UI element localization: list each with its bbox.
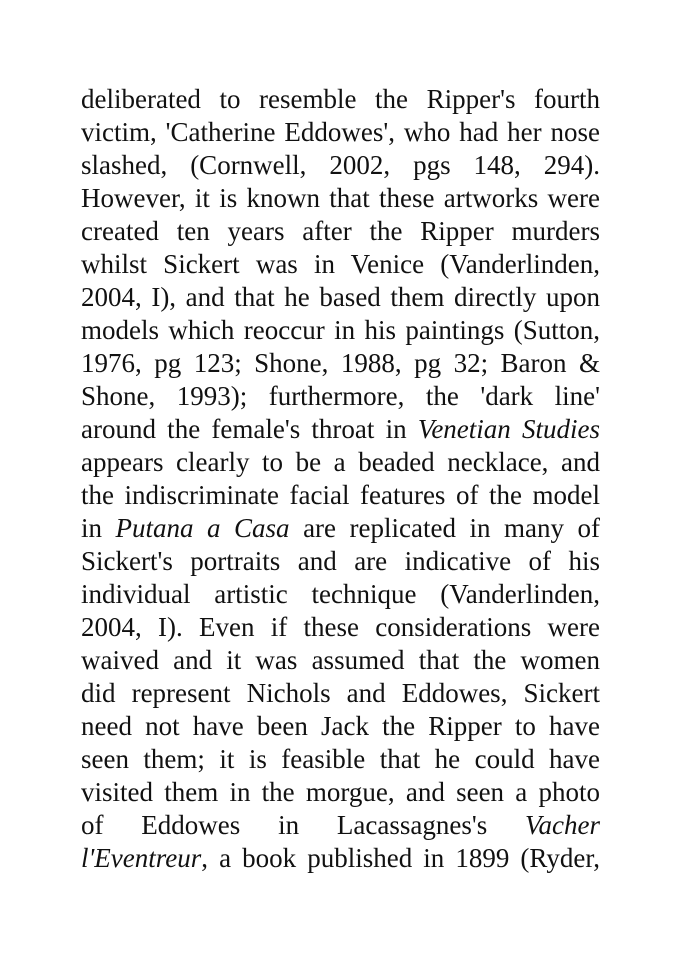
text-line — [81, 743, 600, 776]
text-segment: did represent Nichols and Eddowes, Sickert — [81, 678, 600, 708]
text-line — [81, 644, 600, 677]
text-line — [81, 182, 600, 215]
text-segment: seen them; it is feasible that he could have — [81, 744, 600, 774]
text-line — [81, 710, 600, 743]
text-segment: 2004, I), and that he based them directly upon — [81, 282, 600, 312]
text-line — [81, 611, 600, 644]
text-line — [81, 578, 600, 611]
text-line — [81, 413, 600, 446]
text-line — [81, 809, 600, 842]
text-line — [81, 677, 600, 710]
italic-title: Venetian Studies — [417, 414, 600, 444]
text-segment: in — [81, 513, 116, 543]
text-line — [81, 842, 600, 875]
text-segment: of Eddowes in Lacassagnes's — [81, 810, 526, 840]
text-line — [81, 512, 600, 545]
text-segment: However, it is known that these artworks were — [81, 183, 600, 213]
text-line — [81, 314, 600, 347]
text-segment: need not have been Jack the Ripper to have — [81, 711, 600, 741]
text-line — [81, 116, 600, 149]
text-line — [81, 380, 600, 413]
text-segment: created ten years after the Ripper murders — [81, 216, 600, 246]
text-segment: whilst Sickert was in Venice (Vanderlinden, — [81, 249, 600, 279]
text-segment: waived and it was assumed that the women — [81, 645, 600, 675]
body-paragraph — [81, 83, 600, 875]
text-line — [81, 215, 600, 248]
text-segment: appears clearly to be a beaded necklace, and — [81, 447, 600, 477]
italic-title: l'Eventreur — [81, 843, 202, 873]
text-line — [81, 545, 600, 578]
text-segment: victim, 'Catherine Eddowes', who had her nose — [81, 117, 600, 147]
text-line — [81, 248, 600, 281]
text-line — [81, 149, 600, 182]
text-line — [81, 83, 600, 116]
text-segment: slashed, (Cornwell, 2002, pgs 148, 294). — [81, 150, 600, 180]
text-segment: Sickert's portraits and are indicative of his — [81, 546, 600, 576]
italic-title: Putana a Casa — [115, 513, 290, 543]
text-line — [81, 479, 600, 512]
text-segment: models which reoccur in his paintings (Sutton, — [81, 315, 600, 345]
text-segment: individual artistic technique (Vanderlinden, — [81, 579, 600, 609]
text-segment: 1976, pg 123; Shone, 1988, pg 32; Baron & — [81, 348, 600, 378]
text-line — [81, 347, 600, 380]
text-segment: the indiscriminate facial features of the model — [81, 480, 600, 510]
text-segment: Shone, 1993); furthermore, the 'dark line' — [81, 381, 600, 411]
text-segment: deliberated to resemble the Ripper's fourth — [81, 84, 600, 114]
text-segment: around the female's throat in — [81, 414, 418, 444]
text-line — [81, 446, 600, 479]
text-segment: are replicated in many of — [289, 513, 600, 543]
text-segment: , a book published in 1899 (Ryder, — [201, 843, 600, 873]
text-line — [81, 281, 600, 314]
text-segment: 2004, I). Even if these considerations were — [81, 612, 600, 642]
text-line — [81, 776, 600, 809]
text-segment: visited them in the morgue, and seen a photo — [81, 777, 600, 807]
italic-title: Vacher — [525, 810, 600, 840]
